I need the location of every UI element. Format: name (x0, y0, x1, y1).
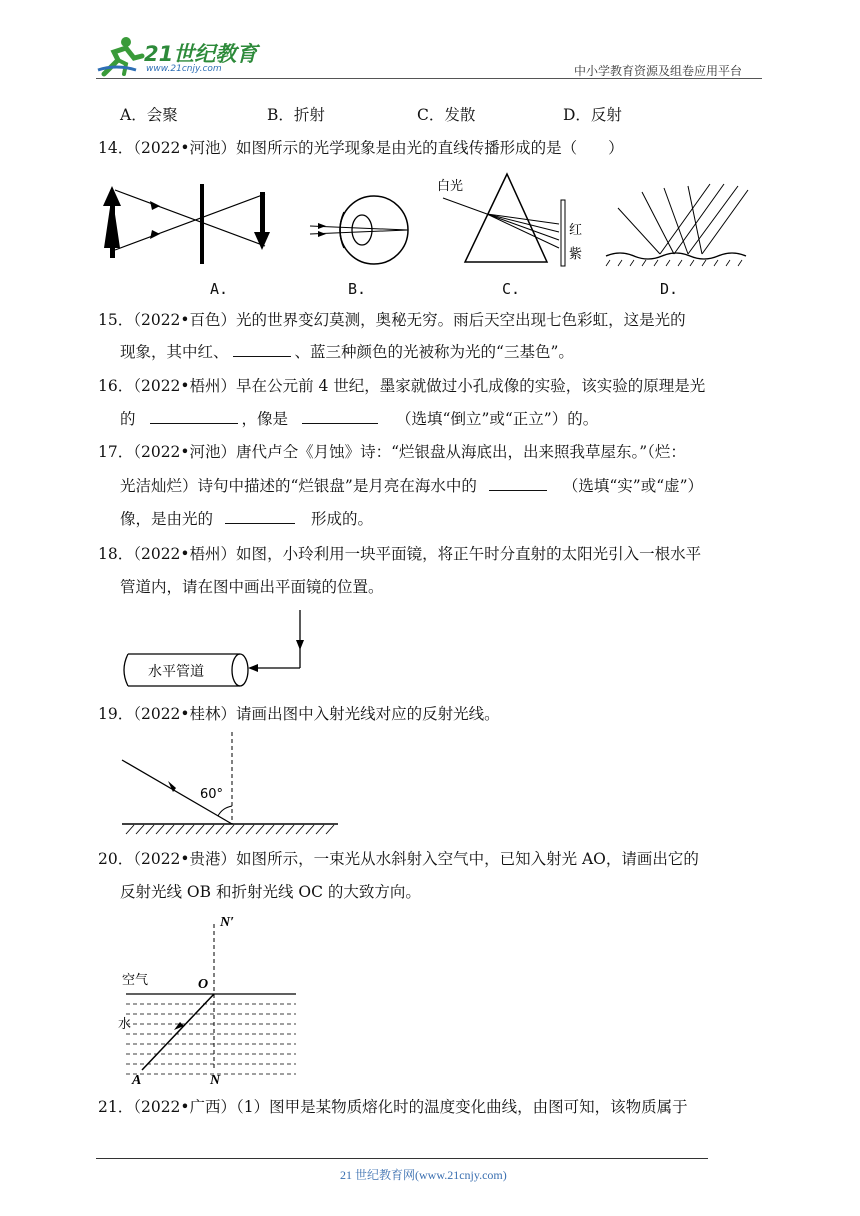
platform-name: 中小学教育资源及组卷应用平台 (574, 64, 743, 78)
label-red: 红 (569, 223, 583, 238)
question-15-line2: 现象，其中红、 、蓝三种颜色的光被称为光的“三基色”。 (120, 343, 574, 361)
answer-blank[interactable] (225, 508, 295, 524)
header-logo (96, 34, 266, 78)
question-15-line1: 15．（2022•百色）光的世界变幻莫测，奥秘无穷。雨后天空出现七色彩虹，这是光的 (98, 311, 686, 329)
label-n-prime: N′ (220, 915, 235, 930)
caption-b: B. (348, 280, 367, 298)
logo-text: 21世纪教育 (144, 42, 258, 66)
label-water: 水 (118, 1017, 132, 1032)
option-d: D．反射 (563, 106, 622, 124)
label-n: N (210, 1073, 221, 1088)
caption-d: D. (660, 280, 679, 298)
figure-pipe (118, 608, 318, 692)
caption-c: C. (502, 280, 521, 298)
figure-refraction (112, 910, 302, 1088)
answer-blank[interactable] (150, 408, 238, 424)
question-21: 21．（2022•广西）（1）图甲是某物质熔化时的温度变化曲线，由图可知，该物质属于 (98, 1098, 688, 1116)
question-20-line2: 反射光线 OB 和折射光线 OC 的大致方向。 (120, 883, 421, 901)
option-c: C．发散 (417, 106, 476, 124)
question-16-line1: 16．（2022•梧州）早在公元前 4 世纪，墨家就做过小孔成像的实验，该实验的原理是光 (98, 377, 706, 395)
figure-prism (435, 170, 585, 270)
logo-url: www.21cnjy.com (146, 64, 222, 74)
caption-a: A. (210, 280, 229, 298)
question-17-line1: 17．（2022•河池）唐代卢仝《月蚀》诗：“烂银盘从海底出，出来照我草屋东。”（烂： (98, 443, 686, 461)
figure-reflection (118, 730, 342, 838)
answer-blank[interactable] (233, 341, 291, 357)
figure-eye (300, 190, 420, 270)
figure-diffuse-reflection (600, 178, 750, 268)
footer-rule (96, 1158, 708, 1159)
label-white-light: 白光 (437, 179, 464, 194)
question-19: 19．（2022•桂林）请画出图中入射光线对应的反射光线。 (98, 705, 500, 723)
label-a: A (132, 1073, 142, 1088)
label-o: O (198, 977, 209, 992)
angle-label: 60° (200, 787, 224, 802)
question-18-line2: 管道内，请在图中画出平面镜的位置。 (120, 578, 384, 596)
question-17-line3: 像，是由光的 形成的。 (120, 510, 374, 528)
pipe-label: 水平管道 (148, 664, 204, 680)
question-20-line1: 20．（2022•贵港）如图所示，一束光从水斜射入空气中，已知入射光 AO，请画出它的 (98, 850, 699, 868)
question-17-line2: 光洁灿烂）诗句中描述的“烂银盘”是月亮在海水中的 （选填“实”或“虚”） (120, 477, 704, 495)
answer-blank[interactable] (302, 408, 378, 424)
label-purple: 紫 (569, 247, 583, 262)
answer-blank[interactable] (489, 475, 547, 491)
figure-pinhole (100, 180, 280, 270)
question-18-line1: 18．（2022•梧州）如图，小玲利用一块平面镜，将正午时分直射的太阳光引入一根水平 (98, 545, 702, 563)
option-a: A．会聚 (120, 106, 178, 124)
question-14: 14．（2022•河池）如图所示的光学现象是由光的直线传播形成的是（ ） (98, 139, 624, 157)
footer-text: 21 世纪教育网(www.21cnjy.com) (340, 1168, 507, 1182)
label-air: 空气 (122, 973, 149, 988)
question-16-line2: 的 ，像是 （选填“倒立”或“正立”）的。 (120, 410, 599, 428)
header-rule (96, 78, 762, 79)
option-b: B．折射 (267, 106, 325, 124)
